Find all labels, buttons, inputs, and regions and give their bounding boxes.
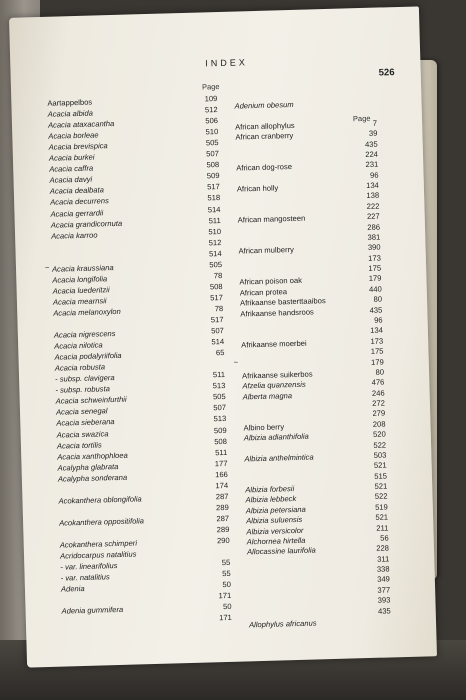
right-entry-page: 56 bbox=[380, 533, 389, 543]
left-entry-page: 109 bbox=[204, 94, 218, 104]
left-entry-page: 505 bbox=[212, 392, 226, 402]
right-entry-page: 175 bbox=[370, 346, 384, 356]
left-entry-page: 508 bbox=[209, 281, 223, 292]
left-entry-page: 514 bbox=[208, 248, 222, 259]
left-entry-term: - var. linearifolius bbox=[60, 561, 118, 572]
right-entry-page: 435 bbox=[377, 606, 391, 616]
pencil-mark-left: ~ bbox=[44, 262, 50, 272]
right-entry-term: Albizia petersiana bbox=[245, 504, 306, 516]
left-entry-page: 518 bbox=[207, 193, 221, 203]
right-entry-page: 279 bbox=[372, 408, 386, 419]
right-entry-page: 390 bbox=[367, 242, 381, 253]
left-entry-term: Acacia schweinfurthii bbox=[55, 395, 127, 407]
right-entry-page: 179 bbox=[370, 357, 384, 367]
right-entry-page: 338 bbox=[376, 564, 390, 574]
left-entry-term: Acacia nigrescens bbox=[53, 329, 116, 340]
right-entry-page: 272 bbox=[372, 398, 386, 408]
right-entry-page: 311 bbox=[377, 554, 390, 564]
right-entry-page: 80 bbox=[373, 294, 383, 304]
right-entry-term: Alchornea hirtella bbox=[246, 535, 306, 547]
right-entry-term: African cranberry bbox=[235, 131, 294, 142]
left-entry-term: Acacia senegal bbox=[55, 406, 108, 418]
left-entry-page: 517 bbox=[207, 182, 220, 192]
left-entry-page: 287 bbox=[215, 491, 229, 502]
left-entry-page: 507 bbox=[211, 326, 224, 336]
left-entry-term: Acacia melanoxylon bbox=[53, 306, 121, 318]
right-entry-term: Afrikaanse suikerbos bbox=[241, 369, 313, 381]
left-entry-term: Acacia nilotica bbox=[54, 340, 103, 351]
right-entry-page: 246 bbox=[371, 388, 385, 398]
left-entry-page: 508 bbox=[214, 436, 228, 446]
right-entry-page: 134 bbox=[366, 180, 379, 190]
left-entry-page: 512 bbox=[204, 105, 218, 115]
right-entry-page: 173 bbox=[370, 336, 384, 346]
left-entry-term: Acacia swazica bbox=[56, 428, 109, 440]
right-entry-term: Albizia suluensis bbox=[246, 515, 303, 526]
right-entry-page: 440 bbox=[368, 284, 382, 294]
left-entry-term: Acacia mearnsii bbox=[52, 296, 107, 307]
left-index-column bbox=[44, 82, 232, 623]
left-entry-term: Acacia longifolia bbox=[52, 274, 108, 285]
right-entry-term: African mangosteen bbox=[237, 213, 306, 225]
left-entry-page: 509 bbox=[213, 425, 227, 435]
right-entry-term: African protea bbox=[239, 287, 288, 298]
left-entry-page: 511 bbox=[208, 215, 221, 225]
left-entry-page: 50 bbox=[222, 580, 232, 590]
right-entry-page: 96 bbox=[374, 315, 383, 325]
right-entry-page: 522 bbox=[374, 491, 388, 502]
left-entry-page: 55 bbox=[221, 557, 231, 568]
right-entry-page: 286 bbox=[367, 222, 381, 232]
right-entry-page: 134 bbox=[370, 325, 384, 336]
left-entry-term: - subsp. robusta bbox=[55, 384, 110, 395]
left-entry-term: Acacia decurrens bbox=[50, 196, 109, 208]
right-entry-term: Allocassine laurifolia bbox=[246, 545, 316, 557]
right-entry-page: 521 bbox=[374, 481, 388, 491]
right-entry-term: Albizia adianthifolia bbox=[243, 431, 309, 443]
right-entry-page: 173 bbox=[368, 253, 381, 263]
left-entry-term: Adenia gummifera bbox=[61, 605, 124, 616]
left-entry-term: Acacia burkei bbox=[48, 152, 95, 164]
page-number: 526 bbox=[378, 67, 395, 79]
right-entry-term: African mulberry bbox=[238, 245, 294, 256]
right-entry-term: Albizia versicolor bbox=[246, 525, 304, 536]
left-entry-page: 166 bbox=[215, 469, 228, 479]
left-entry-page: 509 bbox=[206, 171, 220, 181]
right-index-column bbox=[233, 95, 391, 630]
left-entry-term: - subsp. clavigera bbox=[54, 373, 115, 384]
right-entry-page: 349 bbox=[377, 574, 390, 585]
left-entry-page: 505 bbox=[205, 138, 219, 148]
left-entry-page: 507 bbox=[206, 149, 220, 159]
right-entry-term: Afrikaanse basterttaaibos bbox=[239, 296, 326, 308]
left-entry-page: 50 bbox=[222, 602, 232, 612]
left-entry-term: Acacia brevispica bbox=[48, 141, 108, 152]
left-entry-term: Acacia xanthophloea bbox=[57, 450, 128, 462]
left-entry-term: Acalypha sonderana bbox=[57, 472, 128, 484]
right-entry-page: 435 bbox=[369, 305, 383, 315]
left-entry-page: 517 bbox=[210, 314, 224, 325]
right-entry-page: 179 bbox=[368, 274, 382, 284]
left-entry-page: 511 bbox=[214, 447, 228, 457]
left-entry-page: 174 bbox=[215, 480, 229, 491]
right-entry-page: 476 bbox=[371, 377, 385, 388]
left-entry-page: 514 bbox=[207, 204, 221, 214]
left-entry-page: 290 bbox=[216, 535, 230, 546]
left-entry-page: 177 bbox=[214, 458, 228, 468]
left-entry-page: 512 bbox=[208, 237, 222, 248]
left-entry-term: Acacia podalyriifolia bbox=[54, 350, 122, 362]
left-entry-term: Adenia bbox=[60, 584, 85, 594]
left-entry-term: Acokanthera oppositifolia bbox=[59, 516, 145, 528]
left-entry-term: Acacia karroo bbox=[50, 230, 98, 241]
right-entry-page: 515 bbox=[374, 471, 388, 481]
right-entry-page: 521 bbox=[373, 460, 387, 471]
left-entry-page: 511 bbox=[212, 370, 226, 380]
book-page bbox=[9, 6, 437, 667]
left-entry-term: Acacia gerrardii bbox=[50, 207, 104, 219]
right-entry-page: 208 bbox=[372, 419, 386, 429]
right-entry-page: 175 bbox=[368, 263, 382, 273]
left-entry-page: 514 bbox=[211, 337, 225, 347]
left-entry-term: Acacia borleae bbox=[48, 130, 99, 141]
left-entry-term: Acacia caffra bbox=[49, 163, 94, 175]
left-entry-term: Acacia tortilis bbox=[56, 439, 102, 451]
right-entry-page: 393 bbox=[377, 595, 391, 606]
left-entry-page: 506 bbox=[205, 116, 219, 126]
right-entry-page: 519 bbox=[375, 502, 388, 512]
left-entry-page: 510 bbox=[208, 226, 222, 236]
right-entry-page: 80 bbox=[375, 367, 385, 377]
left-entry-term: Acacia albida bbox=[47, 108, 93, 119]
left-entry-term: Acridocarpus natalitius bbox=[59, 549, 137, 561]
right-entry-term: Afzelia quanzensis bbox=[242, 379, 306, 391]
right-entry-page: 224 bbox=[365, 149, 379, 159]
left-entry-term: Acacia dealbata bbox=[49, 185, 105, 197]
right-entry-term: Afrikaanse handsroos bbox=[240, 307, 314, 319]
left-entry-page: 171 bbox=[218, 591, 232, 601]
left-entry-page: 287 bbox=[216, 513, 230, 524]
right-entry-page: 231 bbox=[365, 159, 379, 170]
right-entry-page: 138 bbox=[366, 190, 380, 201]
right-entry-term: Alberta magna bbox=[242, 390, 293, 402]
right-entry-page: 435 bbox=[364, 139, 378, 149]
left-entry-term: Acacia sieberana bbox=[56, 417, 115, 429]
left-entry-page: 78 bbox=[213, 270, 223, 281]
left-entry-term: - var. natalitius bbox=[60, 572, 110, 583]
right-entry-page: 7 bbox=[372, 118, 378, 128]
left-entry-page: 505 bbox=[209, 259, 223, 270]
right-entry-page: 521 bbox=[375, 512, 389, 523]
left-entry-page: 513 bbox=[212, 381, 226, 391]
right-entry-page: 227 bbox=[366, 211, 380, 222]
left-entry-term: Acacia robusta bbox=[54, 362, 106, 373]
left-entry-page: 78 bbox=[214, 303, 224, 314]
left-entry-page: 171 bbox=[219, 613, 232, 623]
left-entry-term: Acacia grandicornuta bbox=[50, 218, 123, 230]
right-page-label: Page bbox=[352, 113, 371, 124]
left-entry-page: 513 bbox=[213, 414, 227, 424]
left-entry-term: Acacia kraussiana bbox=[51, 262, 114, 274]
left-entry-term: Acacia ataxacantha bbox=[47, 119, 115, 130]
right-entry-term: Albizia anthelmintica bbox=[244, 452, 314, 464]
right-entry-term: Afrikaanse moerbei bbox=[241, 338, 307, 350]
left-entry-term: Acacia davyi bbox=[49, 174, 93, 186]
right-entry-term: Adenium obesum bbox=[234, 99, 294, 111]
right-entry-page: 377 bbox=[377, 585, 391, 595]
right-entry-page: 520 bbox=[372, 429, 386, 440]
right-entry-term: Allophylus africanus bbox=[248, 618, 317, 630]
right-entry-term: African dog-rose bbox=[236, 162, 293, 173]
right-entry-term: African holly bbox=[236, 183, 279, 194]
right-entry-term: African poison oak bbox=[239, 276, 303, 287]
right-entry-page: 228 bbox=[376, 543, 390, 554]
right-entry-term: African allophylus bbox=[235, 120, 295, 132]
page-title: INDEX bbox=[205, 57, 248, 69]
left-entry-term: Acalypha glabrata bbox=[57, 461, 119, 473]
left-entry-term: Aartappelbos bbox=[47, 97, 93, 108]
left-entry-page: 510 bbox=[205, 127, 219, 137]
right-entry-page: 381 bbox=[367, 232, 381, 242]
right-entry-page: 211 bbox=[376, 523, 389, 533]
left-entry-page: 55 bbox=[222, 569, 231, 579]
left-entry-page: 65 bbox=[215, 348, 225, 358]
left-entry-page: 508 bbox=[206, 160, 220, 170]
right-entry-term: Albizia forbesii bbox=[245, 484, 295, 495]
right-entry-page: 39 bbox=[368, 128, 378, 138]
left-entry-term: Acokanthera schimperi bbox=[59, 538, 138, 550]
right-entry-page: 222 bbox=[366, 201, 380, 211]
left-entry-page: 289 bbox=[215, 502, 229, 513]
pencil-mark-right: ~ bbox=[233, 357, 239, 367]
left-entry-term: Acacia luederitzii bbox=[52, 284, 110, 296]
left-page-label: Page bbox=[201, 82, 220, 92]
left-entry-page: 289 bbox=[216, 524, 230, 535]
left-entry-term: Acokanthera oblongifolia bbox=[58, 494, 142, 506]
right-entry-page: 96 bbox=[369, 170, 379, 180]
right-entry-term: Albizia lebbeck bbox=[245, 494, 297, 505]
right-entry-page: 522 bbox=[373, 440, 387, 450]
right-entry-page: 503 bbox=[373, 450, 387, 460]
right-entry-term: Albino berry bbox=[243, 422, 285, 433]
left-entry-page: 507 bbox=[213, 403, 227, 413]
left-entry-page: 517 bbox=[210, 292, 224, 303]
